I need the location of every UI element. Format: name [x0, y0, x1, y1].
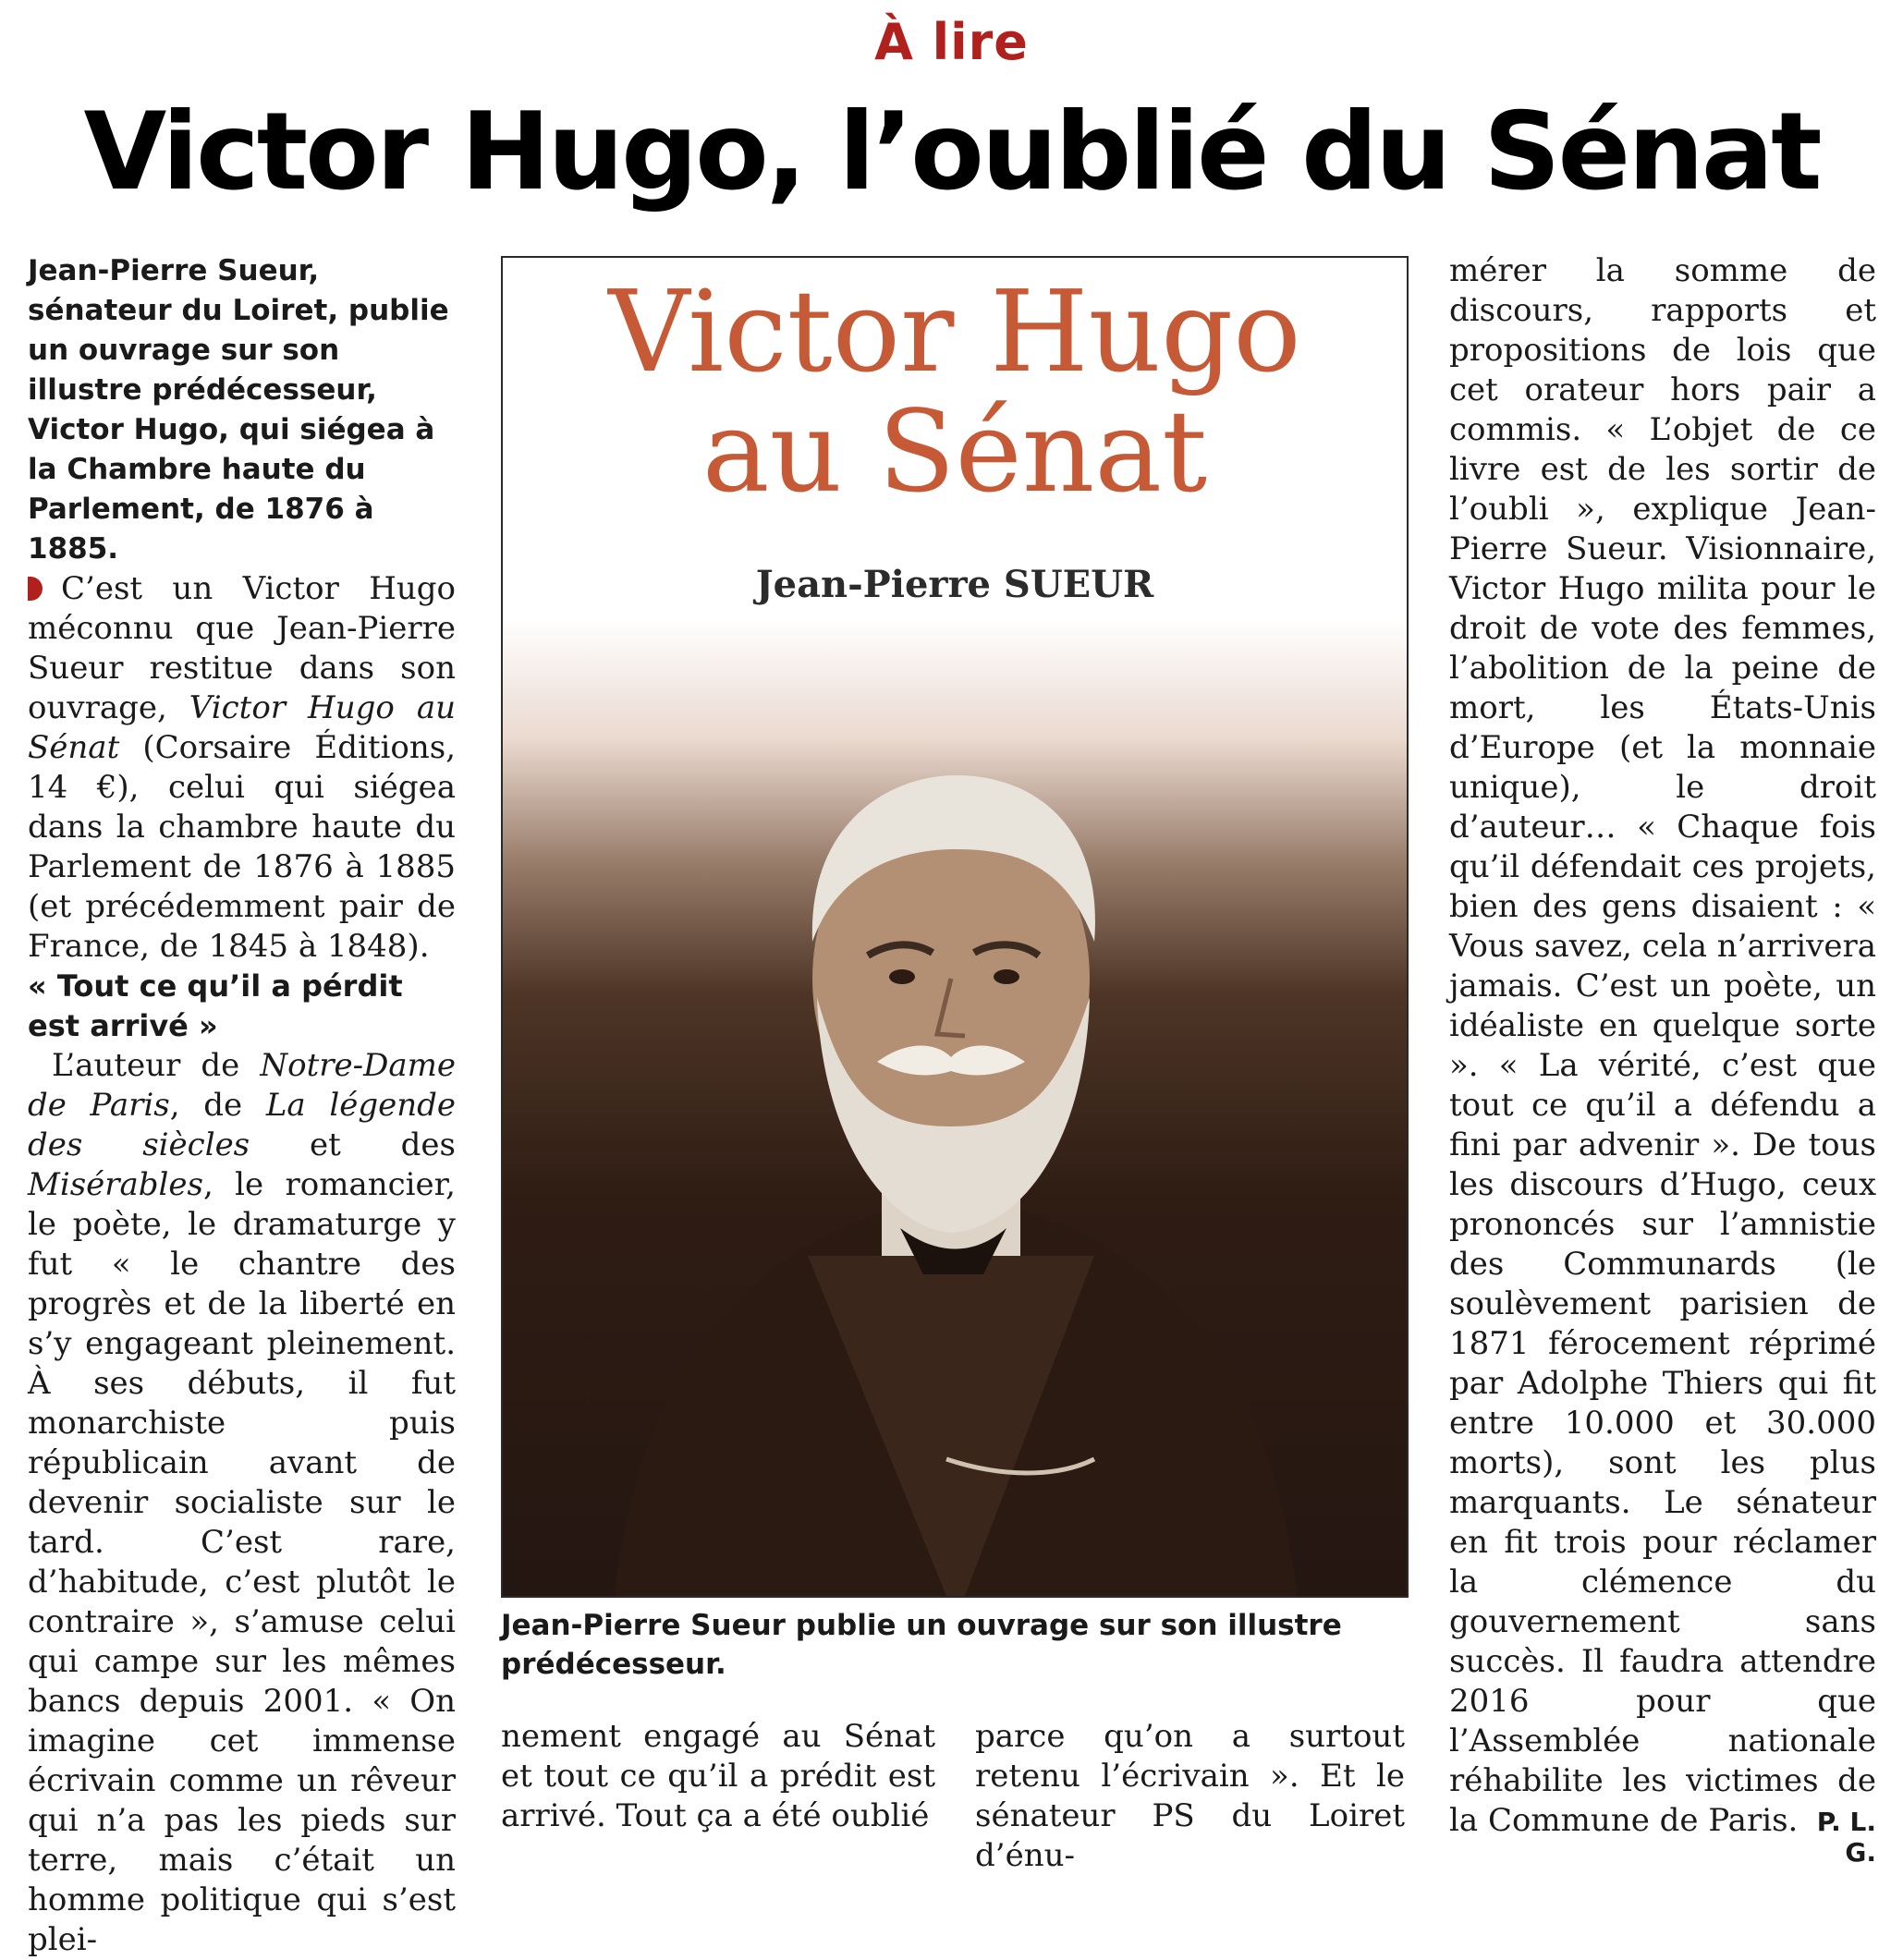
column-3 — [975, 1717, 1405, 1876]
body-paragraph-1: C’est un Victor Hugo méconnu que Jean-Pierre Sueur restitue dans son ouvrage, Victor Hugo au Sénat (Corsaire Éditions, 14 €), celui qui siégea dans la chambre haute du Parlement de 1876 à 1885 (et précédemment pair de France, de 1845 à 1848). — [28, 570, 456, 965]
body-paragraph-col2: nement engagé au Sénat et tout ce qu’il a prédit est arrivé. Tout ça a été oublié — [501, 1718, 935, 1834]
kicker: À lire — [874, 13, 1029, 71]
book-title: Victor Hugo au Sénat — [28, 689, 456, 766]
cover-author: Jean-Pierre SUEUR — [755, 563, 1154, 606]
lead-paragraph: Jean-Pierre Sueur, sénateur du Loiret, publie un ouvrage sur son illustre prédécesseur, Victor Hugo, qui siégea à la Chambre haute du Parlement, de 1876 à 1885. — [28, 254, 449, 566]
body-paragraph-2: L’auteur de Notre-Dame de Paris, de La légende des siècles et des Misérables, le romancier, le poète, le dramaturge y fut « le chantre des progrès et de la liberté en s’y engageant pleinement. À ses débuts, il fut monarchiste puis républicain avant de devenir socialiste sur le tard. C’est rare, d’habitude, c’est plutôt le contraire », s’amuse celui qui campe sur les mêmes bancs depuis 2001. « On imagine cet immense écrivain comme un rêveur qui n’a pas les pieds sur terre, mais c’était un homme politique qui s’est plei- — [28, 1047, 456, 1958]
headline: Victor Hugo, l’oublié du Sénat — [83, 90, 1820, 214]
cover-title-line-2: au Sénat — [701, 386, 1208, 517]
column-2 — [501, 1717, 935, 1836]
portrait-illustration — [503, 664, 1407, 1596]
paragraph-marker-icon — [28, 577, 43, 601]
book-cover-photo — [501, 256, 1409, 1598]
photo-caption: Jean-Pierre Sueur publie un ouvrage sur son illustre prédécesseur. — [501, 1609, 1342, 1681]
cover-title-line-1: Victor Hugo — [608, 266, 1301, 397]
body-paragraph-col3: parce qu’on a surtout retenu l’écrivain ». Et le sénateur PS du Loiret d’énu- — [975, 1718, 1405, 1874]
body-paragraph-col4: mérer la somme de discours, rapports et propositions de lois que cet orateur hors pair a commis. « L’objet de ce livre est de les sortir de l’oubli », explique Jean-Pierre Sueur. Visionnaire, Victor Hugo milita pour le droit de vote des femmes, l’abolition de la peine de mort, les États-Unis d’Europe (et la monnaie unique), le droit d’auteur… « Chaque fois qu’il défendait ces projets, bien des gens disaient : « Vous savez, cela n’arrivera jamais. C’est un poète, un idéaliste en quelque sorte ». « La vérité, c’est que tout ce qu’il a défendu a fini par advenir ». De tous les discours d’Hugo, ceux prononcés sur l’amnistie des Communards (le soulèvement parisien de 1871 férocement réprimé par Adolphe Thiers qui fit entre 10.000 et 30.000 morts), sont les plus marquants. Le sénateur en fit trois pour réclamer la clémence du gouvernement sans succès. Il faudra attendre 2016 pour que l’Assemblée nationale réhabilite les victimes de la Commune de Paris. — [1449, 252, 1876, 1839]
subheading: « Tout ce qu’il a pérdit est arrivé » — [28, 968, 403, 1043]
author-signature: P. L. G. — [1816, 1807, 1876, 1868]
column-4 — [1449, 251, 1876, 1841]
column-1 — [28, 251, 456, 1960]
